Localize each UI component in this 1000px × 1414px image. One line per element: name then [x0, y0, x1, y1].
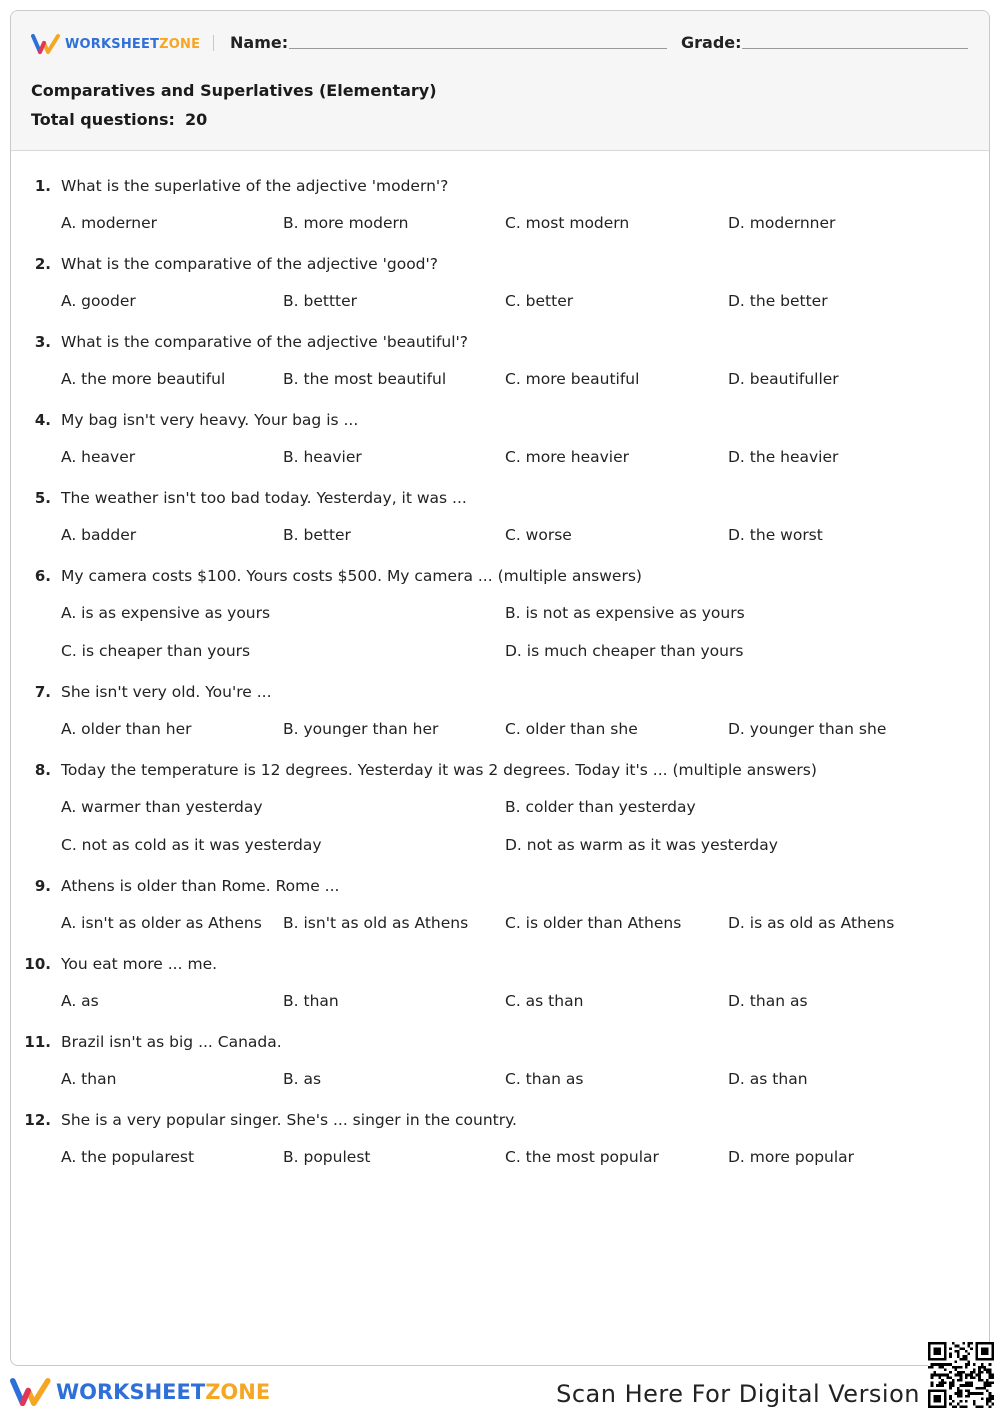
name-label: Name: [230, 33, 289, 52]
answer-option[interactable]: B. colder than yesterday [505, 798, 696, 816]
question-number: 4. [34, 411, 51, 429]
answer-option[interactable]: D. beautifuller [728, 370, 839, 388]
brand-logo [31, 33, 200, 55]
answer-options [11, 1136, 989, 1176]
qr-code-icon[interactable] [928, 1342, 994, 1408]
answer-option[interactable]: A. isn't as older as Athens [61, 914, 262, 932]
answer-option[interactable]: A. the popularest [61, 1148, 195, 1166]
answer-options [11, 358, 989, 398]
question-line [11, 952, 989, 980]
question-number: 2. [34, 255, 51, 273]
question-item [11, 680, 989, 748]
scan-text: Scan Here For Digital Version [556, 1380, 920, 1408]
footer-brand-part2: ZONE [205, 1380, 271, 1404]
footer-brand-logo [10, 1376, 270, 1408]
question-line [11, 486, 989, 514]
answer-option[interactable]: C. more beautiful [505, 370, 640, 388]
question-number: 6. [34, 567, 51, 585]
footer-brand-name [56, 1380, 270, 1404]
answer-options [11, 902, 989, 942]
answer-option[interactable]: C. the most popular [505, 1148, 659, 1166]
question-text: She isn't very old. You're ... [61, 683, 272, 701]
question-text: Today the temperature is 12 degrees. Yesterday it was 2 degrees. Today it's ... (multiple answers) [61, 761, 817, 779]
question-text: What is the comparative of the adjective 'beautiful'? [61, 333, 469, 351]
answer-options [11, 436, 989, 476]
answer-option[interactable]: D. is much cheaper than yours [505, 642, 744, 660]
answer-options [11, 786, 989, 864]
question-number: 12. [24, 1111, 51, 1129]
question-text: Athens is older than Rome. Rome ... [61, 877, 340, 895]
header-divider [213, 35, 214, 51]
w-logo-icon [31, 33, 61, 55]
question-text: The weather isn't too bad today. Yesterday, it was ... [61, 489, 467, 507]
answer-option[interactable]: A. heaver [61, 448, 136, 466]
answer-option[interactable]: D. than as [728, 992, 808, 1010]
question-line [11, 330, 989, 358]
answer-options [11, 514, 989, 554]
question-line [11, 758, 989, 786]
question-text: What is the superlative of the adjective 'modern'? [61, 177, 449, 195]
answer-option[interactable]: C. worse [505, 526, 572, 544]
question-item [11, 874, 989, 942]
name-field[interactable] [289, 48, 667, 49]
answer-option[interactable]: B. is not as expensive as yours [505, 604, 745, 622]
question-item [11, 174, 989, 242]
question-line [11, 874, 989, 902]
brand-name [65, 37, 200, 52]
question-item [11, 564, 989, 670]
answer-option[interactable]: B. better [283, 526, 351, 544]
question-text: You eat more ... me. [61, 955, 218, 973]
answer-option[interactable]: C. is older than Athens [505, 914, 682, 932]
worksheet-header [11, 11, 989, 151]
answer-option[interactable]: D. as than [728, 1070, 808, 1088]
question-number: 3. [34, 333, 51, 351]
question-line [11, 1108, 989, 1136]
question-item [11, 486, 989, 554]
question-text: My bag isn't very heavy. Your bag is ... [61, 411, 359, 429]
question-item [11, 758, 989, 864]
answer-option[interactable]: B. than [283, 992, 339, 1010]
question-text: She is a very popular singer. She's ... singer in the country. [61, 1111, 517, 1129]
answer-option[interactable]: C. than as [505, 1070, 584, 1088]
question-line [11, 174, 989, 202]
answer-option[interactable]: A. moderner [61, 214, 157, 232]
question-number: 8. [34, 761, 51, 779]
answer-option[interactable]: B. younger than her [283, 720, 439, 738]
brand-name-part1: WORKSHEET [65, 36, 160, 52]
question-number: 11. [24, 1033, 51, 1051]
answer-options [11, 592, 989, 670]
answer-option[interactable]: D. modernner [728, 214, 836, 232]
answer-option[interactable]: A. than [61, 1070, 117, 1088]
question-line [11, 408, 989, 436]
question-number: 7. [34, 683, 51, 701]
answer-option[interactable]: B. heavier [283, 448, 362, 466]
question-item [11, 952, 989, 1020]
question-item [11, 252, 989, 320]
grade-label: Grade: [681, 33, 742, 52]
answer-option[interactable]: B. as [283, 1070, 322, 1088]
answer-option[interactable]: B. bettter [283, 292, 358, 310]
answer-option[interactable]: D. the heavier [728, 448, 839, 466]
answer-option[interactable]: C. most modern [505, 214, 630, 232]
answer-option[interactable]: C. not as cold as it was yesterday [61, 836, 322, 854]
question-line [11, 1030, 989, 1058]
answer-option[interactable]: C. older than she [505, 720, 638, 738]
answer-option[interactable]: B. populest [283, 1148, 371, 1166]
question-item [11, 408, 989, 476]
footer-w-logo-icon [10, 1376, 52, 1408]
answer-option[interactable]: B. the most beautiful [283, 370, 447, 388]
grade-field[interactable] [742, 48, 968, 49]
question-line [11, 680, 989, 708]
total-questions-label: Total questions: [31, 110, 175, 129]
answer-options [11, 980, 989, 1020]
answer-option[interactable]: D. is as old as Athens [728, 914, 895, 932]
total-questions [31, 110, 207, 129]
answer-option[interactable]: A. gooder [61, 292, 136, 310]
question-text: Brazil isn't as big ... Canada. [61, 1033, 282, 1051]
question-list [11, 174, 989, 1186]
answer-option[interactable]: C. more heavier [505, 448, 629, 466]
answer-option[interactable]: D. more popular [728, 1148, 855, 1166]
answer-option[interactable]: A. badder [61, 526, 137, 544]
question-item [11, 330, 989, 398]
answer-option[interactable]: D. the worst [728, 526, 823, 544]
answer-option[interactable]: D. younger than she [728, 720, 887, 738]
answer-option[interactable]: B. more modern [283, 214, 409, 232]
answer-option[interactable]: D. not as warm as it was yesterday [505, 836, 778, 854]
answer-option[interactable]: C. is cheaper than yours [61, 642, 251, 660]
answer-options [11, 280, 989, 320]
brand-name-part2: ZONE [159, 36, 201, 52]
footer-brand-part1: WORKSHEET [56, 1380, 206, 1404]
worksheet-title: Comparatives and Superlatives (Elementary) [31, 81, 437, 100]
question-line [11, 564, 989, 592]
answer-option[interactable]: B. isn't as old as Athens [283, 914, 469, 932]
question-text: My camera costs $100. Yours costs $500. My camera ... (multiple answers) [61, 567, 642, 585]
answer-option[interactable]: A. is as expensive as yours [61, 604, 271, 622]
answer-option[interactable]: A. the more beautiful [61, 370, 226, 388]
worksheet-page [10, 10, 990, 1366]
question-number: 10. [24, 955, 51, 973]
answer-option[interactable]: C. as than [505, 992, 584, 1010]
question-line [11, 252, 989, 280]
answer-option[interactable]: D. the better [728, 292, 828, 310]
total-questions-value: 20 [184, 110, 208, 129]
question-number: 9. [34, 877, 51, 895]
question-number: 5. [34, 489, 51, 507]
question-item [11, 1030, 989, 1098]
answer-option[interactable]: C. better [505, 292, 574, 310]
answer-options [11, 1058, 989, 1098]
answer-options [11, 202, 989, 242]
answer-option[interactable]: A. warmer than yesterday [61, 798, 263, 816]
qr-code-graphic [928, 1342, 994, 1408]
answer-option[interactable]: A. as [61, 992, 99, 1010]
question-number: 1. [34, 177, 51, 195]
answer-option[interactable]: A. older than her [61, 720, 192, 738]
question-item [11, 1108, 989, 1176]
answer-options [11, 708, 989, 748]
question-text: What is the comparative of the adjective 'good'? [61, 255, 439, 273]
